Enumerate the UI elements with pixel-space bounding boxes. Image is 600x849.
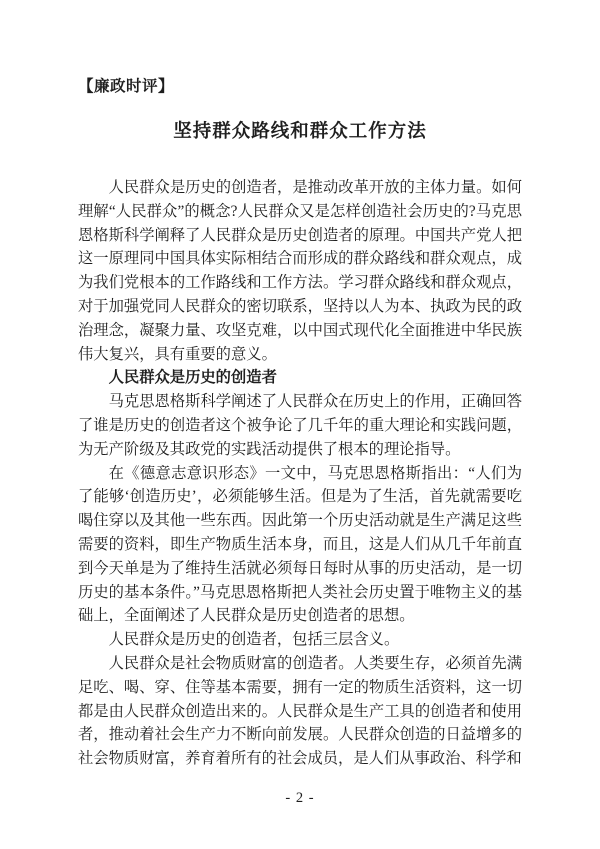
body-paragraph: 马克思恩格斯科学阐述了人民群众在历史上的作用，正确回答了谁是历史的创造者这个被争论了几千年的重大理论和实践问题，为无产阶级及其政党的实践活动提供了根本的理论指导。	[78, 393, 522, 458]
body-paragraph: 人民群众是社会物质财富的创造者。人类要生存，必须首先满足吃、喝、穿、住等基本需要，拥有一定的物质生活资料，这一切都是由人民群众创造出来的。人民群众是生产工具的创造者和使用者，推动着社会生产力不断向前发展。人民群众创造的日益增多的社会物质财富，养育着所有的社会成员，是人们从事政治、科学和	[78, 654, 522, 768]
column-label: 【廉政时评】	[78, 78, 175, 95]
body-paragraph: 人民群众是历史的创造者，包括三层含义。	[108, 631, 400, 649]
article-body	[78, 176, 522, 771]
body-paragraph: 在《德意志意识形态》一文中，马克思恩格斯指出：“人们为了能够‘创造历史’，必须能够生活。但是为了生活，首先就需要吃喝住穿以及其他一些东西。因此第一个历史活动就是生产满足这些需要的资料，即生产物质生活本身，而且，这是人们从几千年前直到今天单是为了维持生活就必须每日每时从事的历史活动，是一切历史的基本条件。”马克思恩格斯把人类社会历史置于唯物主义的基础上，全面阐述了人民群众是历史创造者的思想。	[78, 464, 522, 625]
page-number: - 2 -	[285, 790, 315, 806]
body-paragraph: 人民群众是历史的创造者，是推动改革开放的主体力量。如何理解“人民群众”的概念?人民群众又是怎样创造社会历史的?马克思恩格斯科学阐释了人民群众是历史创造者的原理。中国共产党人把这一原理同中国具体实际相结合而形成的群众路线和群众观点，成为我们党根本的工作路线和工作方法。学习群众路线和群众观点，对于加强党同人民群众的密切联系，坚持以人为本、执政为民的政治理念，凝聚力量、攻坚克难，以中国式现代化全面推进中华民族伟大复兴，具有重要的意义。	[78, 179, 522, 363]
section-heading: 人民群众是历史的创造者	[108, 369, 277, 387]
article-title: 坚持群众路线和群众工作方法	[173, 122, 427, 142]
